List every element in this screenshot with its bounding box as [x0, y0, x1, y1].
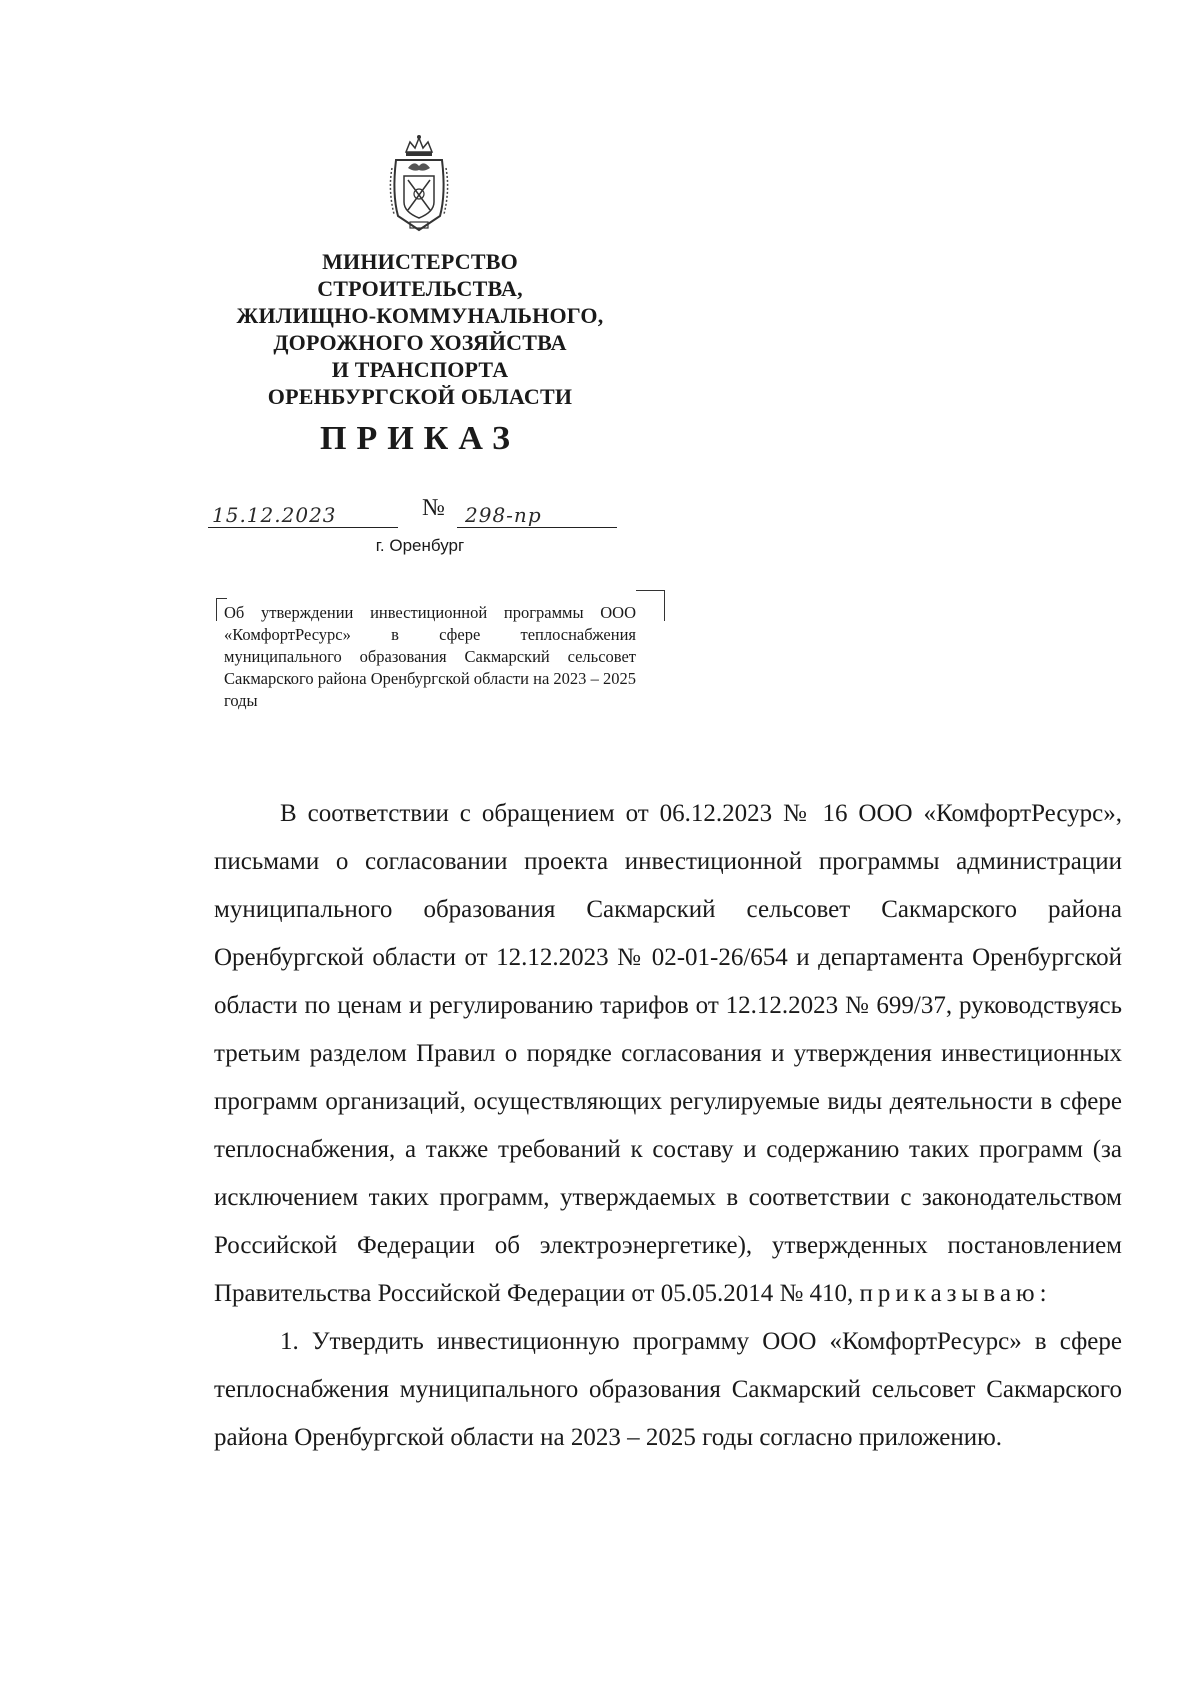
order-item-1: 1. Утвердить инвестиционную программу ООО «КомфортРесурс» в сфере теплоснабжения муниципального образования Сакмарский сельсовет Сакмарского района Оренбургской области на 2023 – 2025 годы согласно приложению.: [214, 1328, 1122, 1451]
order-date: 15.12.2023: [212, 503, 337, 527]
number-field: [457, 495, 617, 528]
ministry-line: ОРЕНБУРГСКОЙ ОБЛАСТИ: [267, 384, 573, 409]
ministry-header: [200, 248, 640, 410]
ministry-line: ЖИЛИЩНО-КОММУНАЛЬНОГО,: [236, 303, 604, 328]
preamble-text: В соответствии с обращением от 06.12.2023 № 16 ООО «КомфортРесурс», письмами о согласовании проекта инвестиционной программы администрации муниципального образования Сакмарский сельсовет Сакмарского района Оренбургской области от 12.12.2023 № 02-01-26/654 и департамента Оренбургской области по ценам и регулированию тарифов от 12.12.2023 № 699/37, руководствуясь третьим разделом Правил о порядке согласования и утверждения инвестиционных программ организаций, осуществляющих регулируемые виды деятельности в сфере теплоснабжения, а также требований к составу и содержанию таких программ (за исключением таких программ, утверждаемых в соответствии с законодательством Российской Федерации об электроэнергетике), утвержденных постановлением Правительства Российской Федерации от 05.05.2014 № 410,: [214, 800, 1122, 1307]
ministry-line: МИНИСТЕРСТВО: [322, 249, 518, 274]
order-number: 298-пр: [465, 503, 542, 527]
number-label: №: [422, 495, 445, 521]
date-field: [208, 495, 398, 528]
coat-of-arms-icon: [384, 134, 454, 234]
order-subject: Об утверждении инвестиционной программы ООО «КомфортРесурс» в сфере теплоснабжения муниципального образования Сакмарский сельсовет Сакмарского района Оренбургской области на 2023 – 2025 годы: [224, 603, 636, 710]
order-body: [214, 790, 1122, 1462]
ministry-line: СТРОИТЕЛЬСТВА,: [317, 276, 523, 301]
date-number-line: [200, 495, 640, 535]
document-title: ПРИКАЗ: [320, 420, 520, 457]
preamble-paragraph: [214, 790, 1122, 1318]
ministry-line: И ТРАНСПОРТА: [331, 357, 509, 382]
ministry-line: ДОРОЖНОГО ХОЗЯЙСТВА: [273, 330, 567, 355]
order-word: приказываю:: [859, 1280, 1052, 1307]
subject-bracket-right: [636, 590, 665, 621]
city-name: г. Оренбург: [375, 536, 465, 555]
